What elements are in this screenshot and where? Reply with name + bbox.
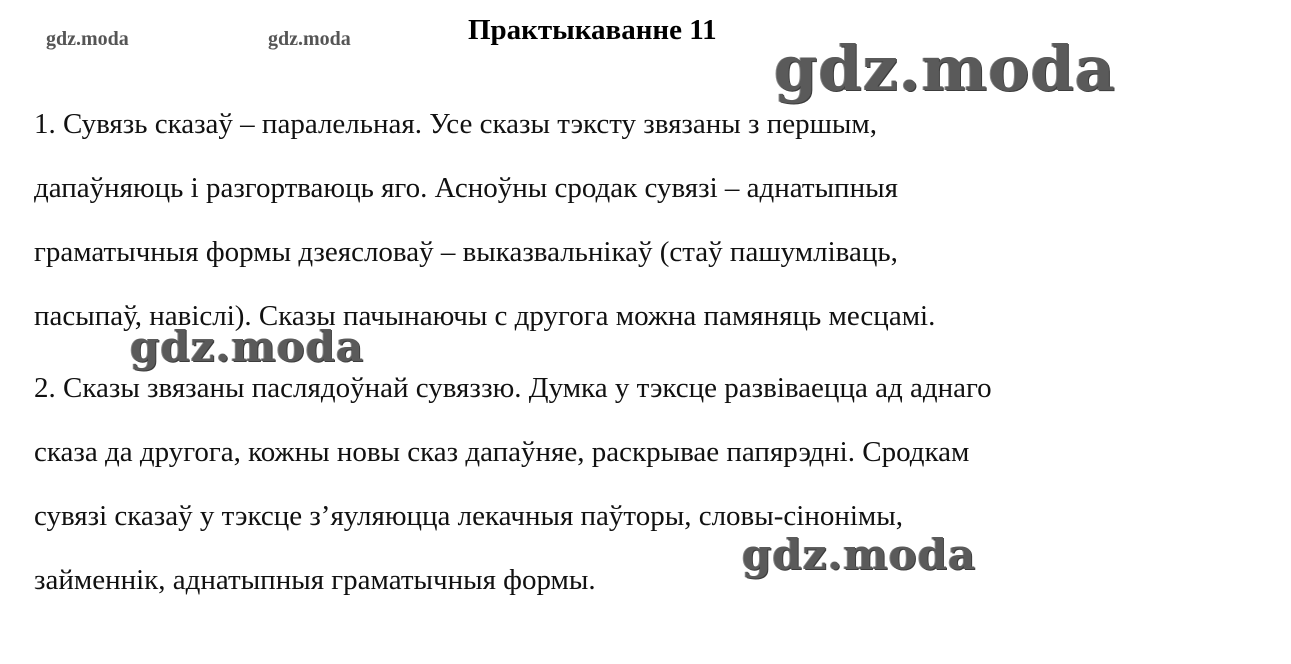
paragraph-line: сказа да другога, кожны новы сказ дапаўняе, раскрывае папярэдні. Сродкам xyxy=(34,436,970,468)
paragraph-1 xyxy=(34,92,1274,348)
paragraph-line: сувязі сказаў у тэксце з’яуляюцца лекачныя паўторы, словы-сінонімы, xyxy=(34,500,903,532)
paragraph-line: пасыпаў, навіслі). Сказы пачынаючы с другога можна памяняць месцамі. xyxy=(34,300,936,332)
paragraph-line: займеннік, аднатыпныя граматычныя формы. xyxy=(34,564,596,596)
page-title: Практыкаванне 11 xyxy=(468,14,717,46)
watermark-large-bottom: gdz.moda xyxy=(742,530,977,579)
paragraph-line: дапаўняюць і разгортваюць яго. Асноўны сродак сувязі – аднатыпныя xyxy=(34,172,898,204)
watermark-small-left: gdz.moda xyxy=(46,28,129,50)
watermark-small-center: gdz.moda xyxy=(268,28,351,50)
paragraph-line: 2. Сказы звязаны паслядоўнай сувяззю. Думка у тэксце развіваецца ад аднаго xyxy=(34,372,992,404)
paragraph-2 xyxy=(34,356,1274,612)
paragraph-line: граматычныя формы дзеясловаў – выказвальнікаў (стаў пашумліваць, xyxy=(34,236,898,268)
watermark-large-middle: gdz.moda xyxy=(130,322,365,371)
watermark-large-top: gdz.moda xyxy=(774,32,1116,105)
paragraph-line: 1. Сувязь сказаў – паралельная. Усе сказы тэксту звязаны з першым, xyxy=(34,108,878,140)
